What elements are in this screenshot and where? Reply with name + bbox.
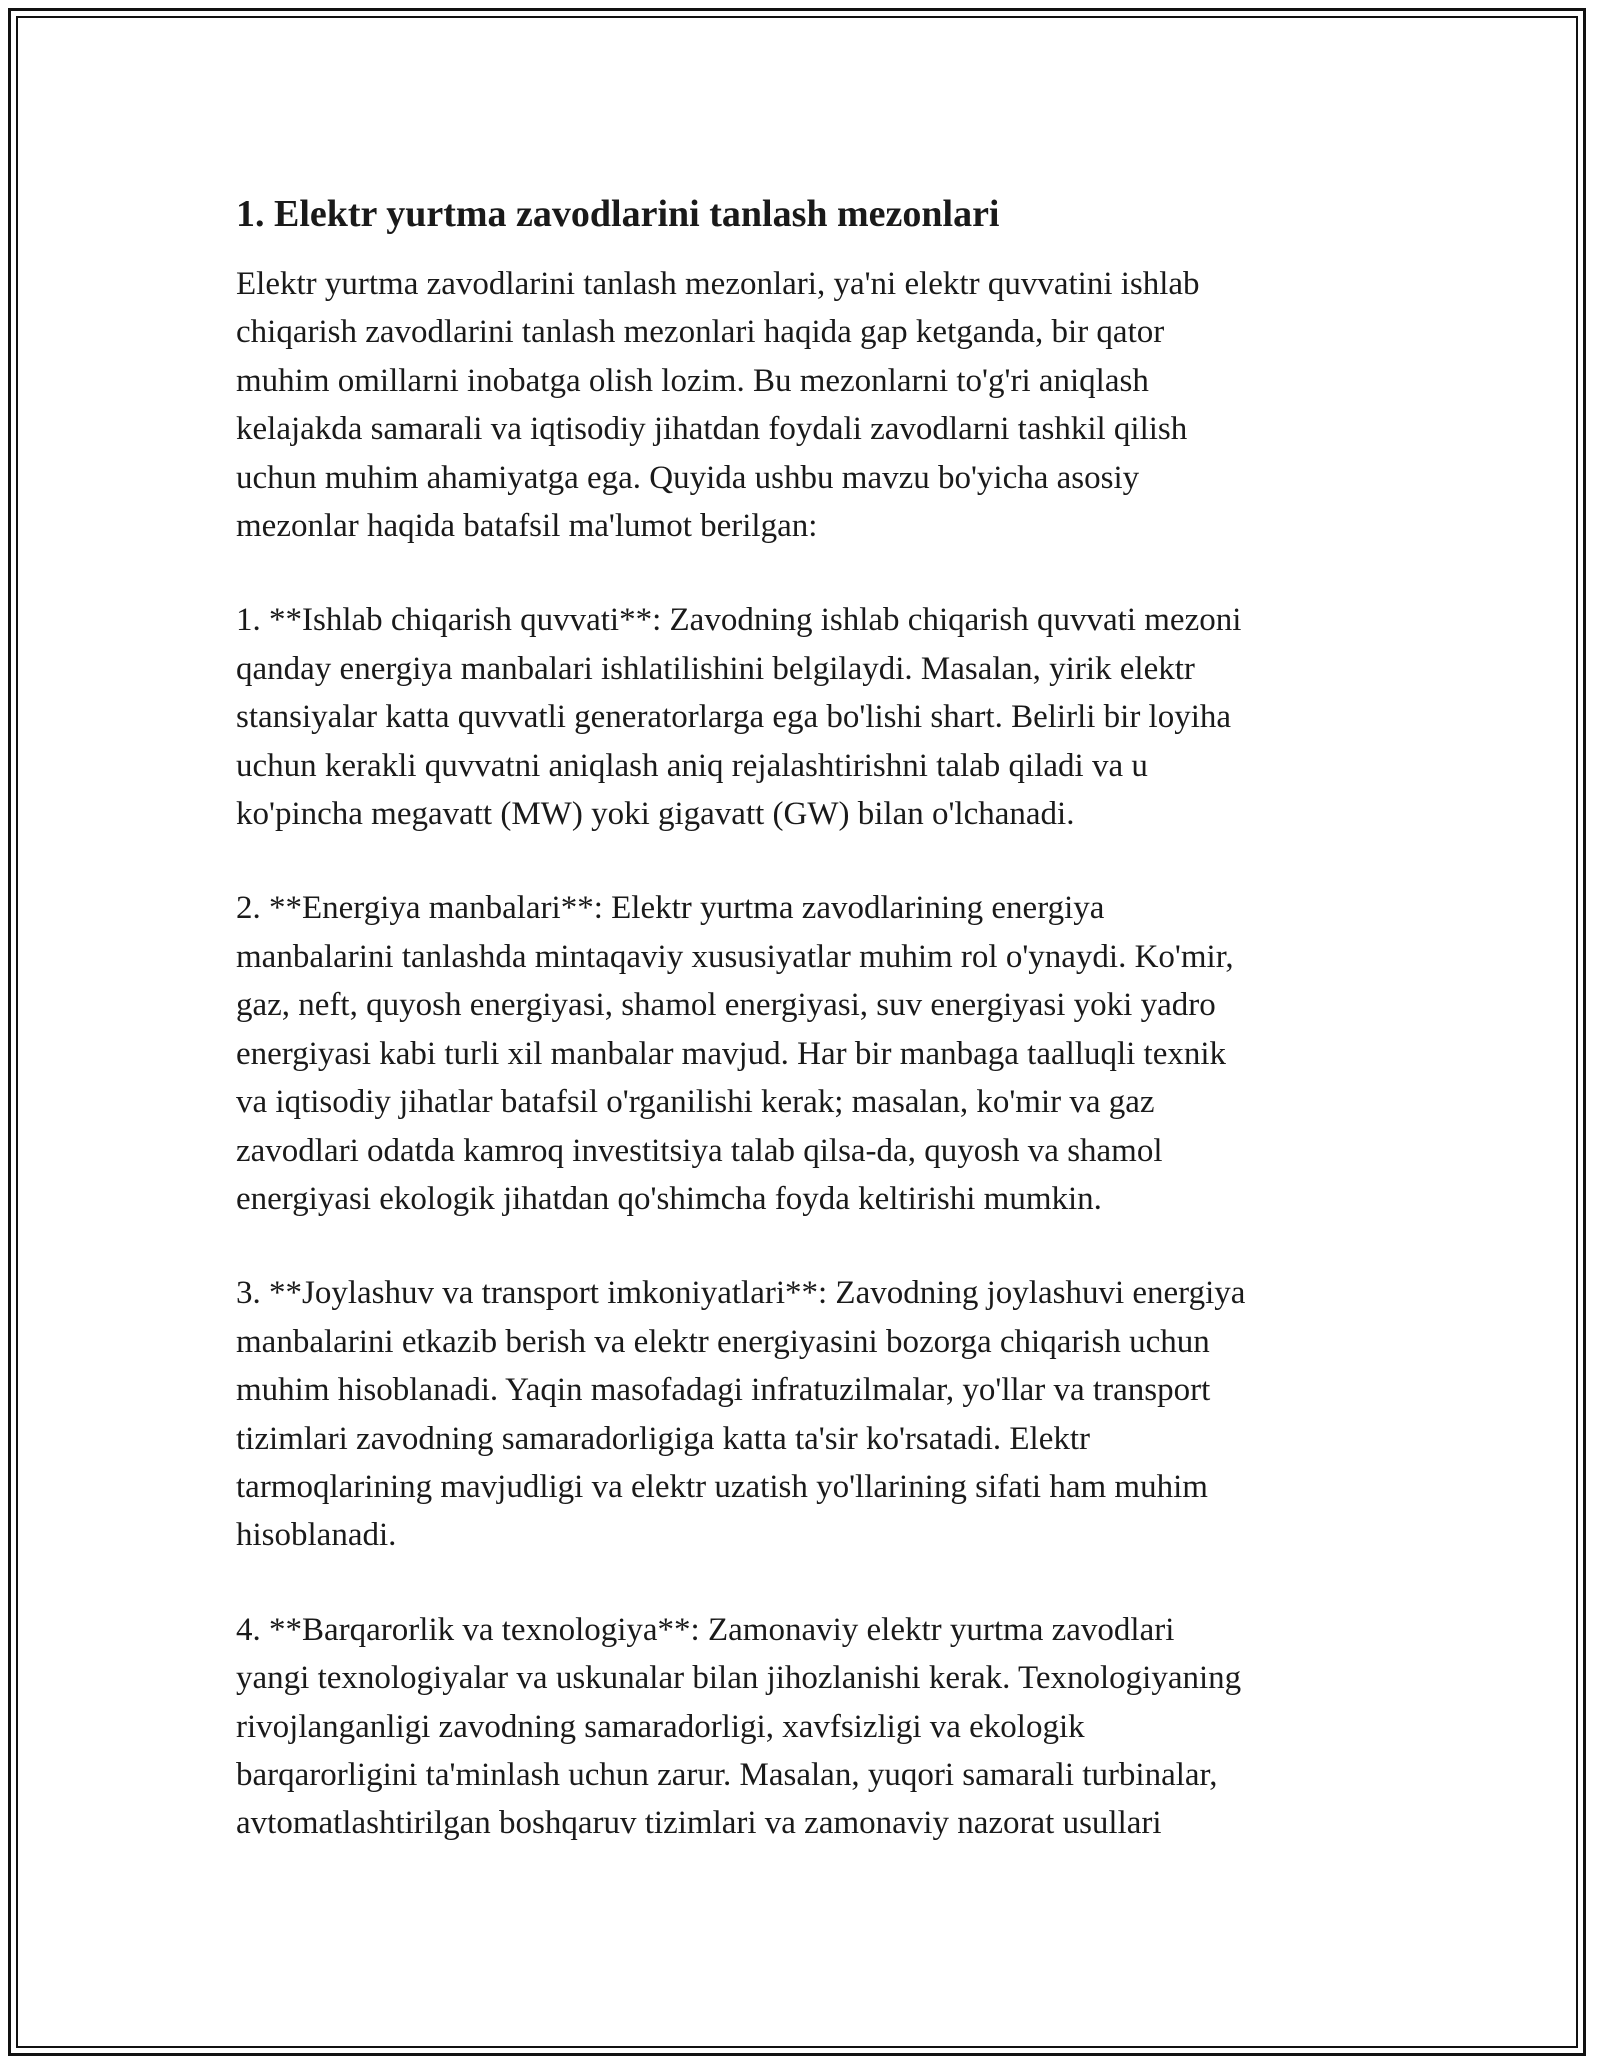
criterion-energy-sources: 2. **Energiya manbalari**: Elektr yurtma zavodlarining energiya manbalarini tanlashda mintaqaviy xususiyatlar muhim rol o'ynaydi. Ko'mir, gaz, neft, quyosh energiyasi, shamol energiyasi, suv energiyasi yoki yadro energiyasi kabi turli xil manbalar mavjud. Har bir manbaga taalluqli texnik va iqtisodiy jihatlar batafsil o'rganilishi kerak; masalan, ko'mir va gaz zavodlari odatda kamroq investitsiya talab qilsa-da, quyosh va shamol energiyasi ekologik jihatdan qo'shimcha foyda keltirishi mumkin. (236, 890, 1234, 1217)
intro-paragraph: Elektr yurtma zavodlarini tanlash mezonlari, ya'ni elektr quvvatini ishlab chiqarish zavodlarini tanlash mezonlari haqida gap ketganda, bir qator muhim omillarni inobatga olish lozim. Bu mezonlarni to'g'ri aniqlash kelajakda samarali va iqtisodiy jihatdan foydali zavodlarni tashkil qilish uchun muhim ahamiyatga ega. Quyida ushbu mavzu bo'yicha asosiy mezonlar haqida batafsil ma'lumot berilgan: (236, 266, 1200, 545)
page-title: 1. Elektr yurtma zavodlarini tanlash mezonlari (236, 193, 1000, 235)
criterion-production-capacity: 1. **Ishlab chiqarish quvvati**: Zavodning ishlab chiqarish quvvati mezoni qanday energiya manbalari ishlatilishini belgilaydi. Masalan, yirik elektr stansiyalar katta quvvatli generatorlarga ega bo'lishi shart. Belirli bir loyiha uchun kerakli quvvatni aniqlash aniq rejalashtirishni talab qiladi va u ko'pincha megavatt (MW) yoki gigavatt (GW) bilan o'lchanadi. (236, 602, 1242, 833)
criterion-location-transport: 3. **Joylashuv va transport imkoniyatlari**: Zavodning joylashuvi energiya manbalarini etkazib berish va elektr energiyasini bozorga chiqarish uchun muhim hisoblanadi. Yaqin masofadagi infratuzilmalar, yo'llar va transport tizimlari zavodning samaradorligiga katta ta'sir ko'rsatadi. Elektr tarmoqlarining mavjudligi va elektr uzatish yo'llarining sifati ham muhim hisoblanadi. (236, 1275, 1246, 1554)
document-body (236, 190, 1366, 1848)
criterion-sustainability-technology: 4. **Barqarorlik va texnologiya**: Zamonaviy elektr yurtma zavodlari yangi texnologiyalar va uskunalar bilan jihozlanishi kerak. Texnologiyaning rivojlanganligi zavodning samaradorligi, xavfsizligi va ekologik barqarorligini ta'minlash uchun zarur. Masalan, yuqori samarali turbinalar, avtomatlashtirilgan boshqaruv tizimlari va zamonaviy nazorat usullari (236, 1611, 1242, 1842)
